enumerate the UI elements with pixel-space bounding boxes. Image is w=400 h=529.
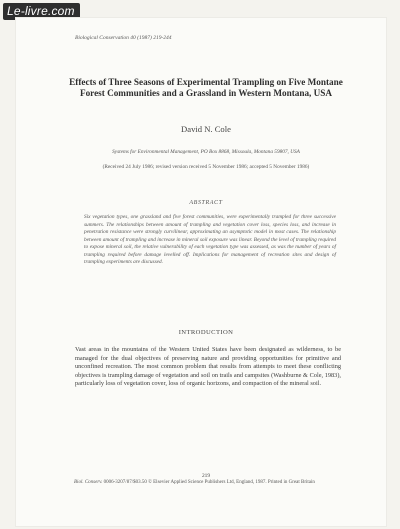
watermark-badge: Le-livre.com: [3, 3, 80, 20]
journal-citation: Biological Conservation 40 (1987) 219-244: [75, 35, 172, 41]
abstract-heading: ABSTRACT: [189, 200, 223, 206]
author-name: David N. Cole: [181, 124, 231, 134]
introduction-heading: INTRODUCTION: [178, 329, 234, 336]
received-dates: (Received 24 July 1986; revised version received 5 November 1986; accepted 5 November 1986): [102, 164, 310, 170]
publisher-footer: [74, 479, 342, 486]
document-page: [16, 18, 386, 526]
article-title: Effects of Three Seasons of Experimental Trampling on Five Montane Forest Communities and a Grassland in Western Montana, USA: [69, 77, 343, 98]
footer-journal-abbrev: Biol. Conserv.: [74, 480, 103, 485]
abstract-text: Six vegetation types, one grassland and five forest communities, were experimentally trampled for three successive summers. The relationships between amount of trampling and vegetation cover loss, species loss, and increase in penetration resistance were strongly curvilinear, approximating an asymptotic model in most cases. The relationship between amount of trampling and increase in mineral soil exposure was linear. Beyond the level of trampling required to expose mineral soil, the relative vulnerability of each vegetation type was assessed, as was the number of years of trampling required before damage levelled off. Implications for management of recreation sites and design of trampling experiments are discussed.: [84, 214, 336, 265]
page-number: 219: [201, 473, 211, 479]
footer-copyright: 0006-3207/87/$03.50 © Elsevier Applied Science Publishers Ltd, England, 1987. Printed in Great Britain: [102, 480, 315, 485]
introduction-text: Vast areas in the mountains of the Western United States have been designated as wilderness, to be managed for the dual objectives of preserving nature and providing opportunities for primitive and unconfined recreation. The most common problem that results from attempts to meet these conflicting objectives is trampling damage of vegetation and soil on trails and campsites (Washburne & Cole, 1983), particularly loss of vegetation cover, loss of organic horizons, and compaction of the mineral soil.: [75, 346, 341, 388]
author-affiliation: Systems for Environmental Management, PO Box 8868, Missoula, Montana 59807, USA: [112, 149, 300, 155]
